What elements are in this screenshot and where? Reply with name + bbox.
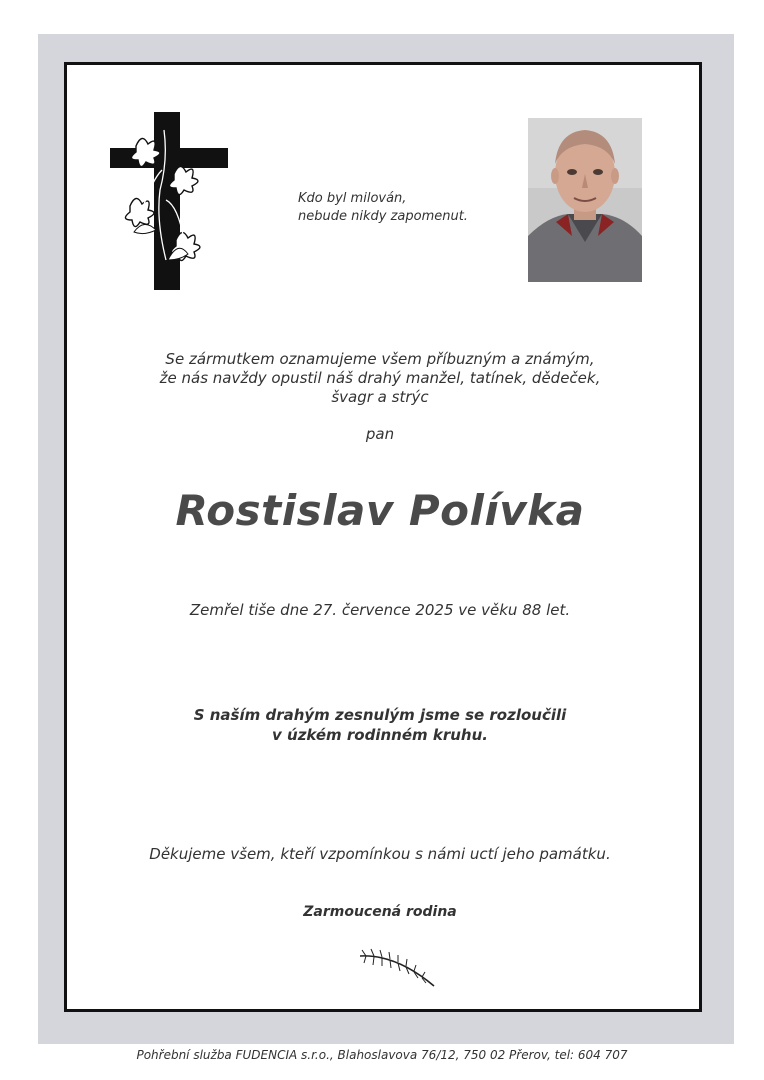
death-notice: Zemřel tiše dne 27. července 2025 ve věku 88 let. <box>189 601 571 619</box>
farewell-line: S naším drahým zesnulým jsme se rozloučili <box>193 706 567 724</box>
thanks-text: Děkujeme všem, kteří vzpomínkou s námi uctí jeho památku. <box>149 845 611 863</box>
honorific: pan <box>365 425 395 443</box>
deceased-name: Rostislav Polívka <box>175 486 585 535</box>
family-signature: Zarmoucená rodina <box>303 904 457 920</box>
announcement-line: Se zármutkem oznamujeme všem příbuzným a známým, <box>165 350 595 368</box>
funeral-service-footer: Pohřební služba FUDENCIA s.r.o., Blahoslavova 76/12, 750 02 Přerov, tel: 604 707 <box>136 1048 628 1062</box>
palm-branch-icon <box>356 946 438 990</box>
farewell-text <box>70 705 690 745</box>
memorial-quote <box>298 190 518 226</box>
quote-line: nebude nikdy zapomenut. <box>298 209 468 224</box>
farewell-line: v úzkém rodinném kruhu. <box>272 726 488 744</box>
announcement-text <box>120 350 640 407</box>
announcement-line: že nás navždy opustil náš drahý manžel, tatínek, dědeček, <box>159 369 601 387</box>
announcement-line: švagr a strýc <box>331 388 429 406</box>
quote-line: Kdo byl milován, <box>298 191 407 206</box>
portrait-photo <box>528 118 642 282</box>
cross-with-lilies-icon <box>108 110 230 292</box>
